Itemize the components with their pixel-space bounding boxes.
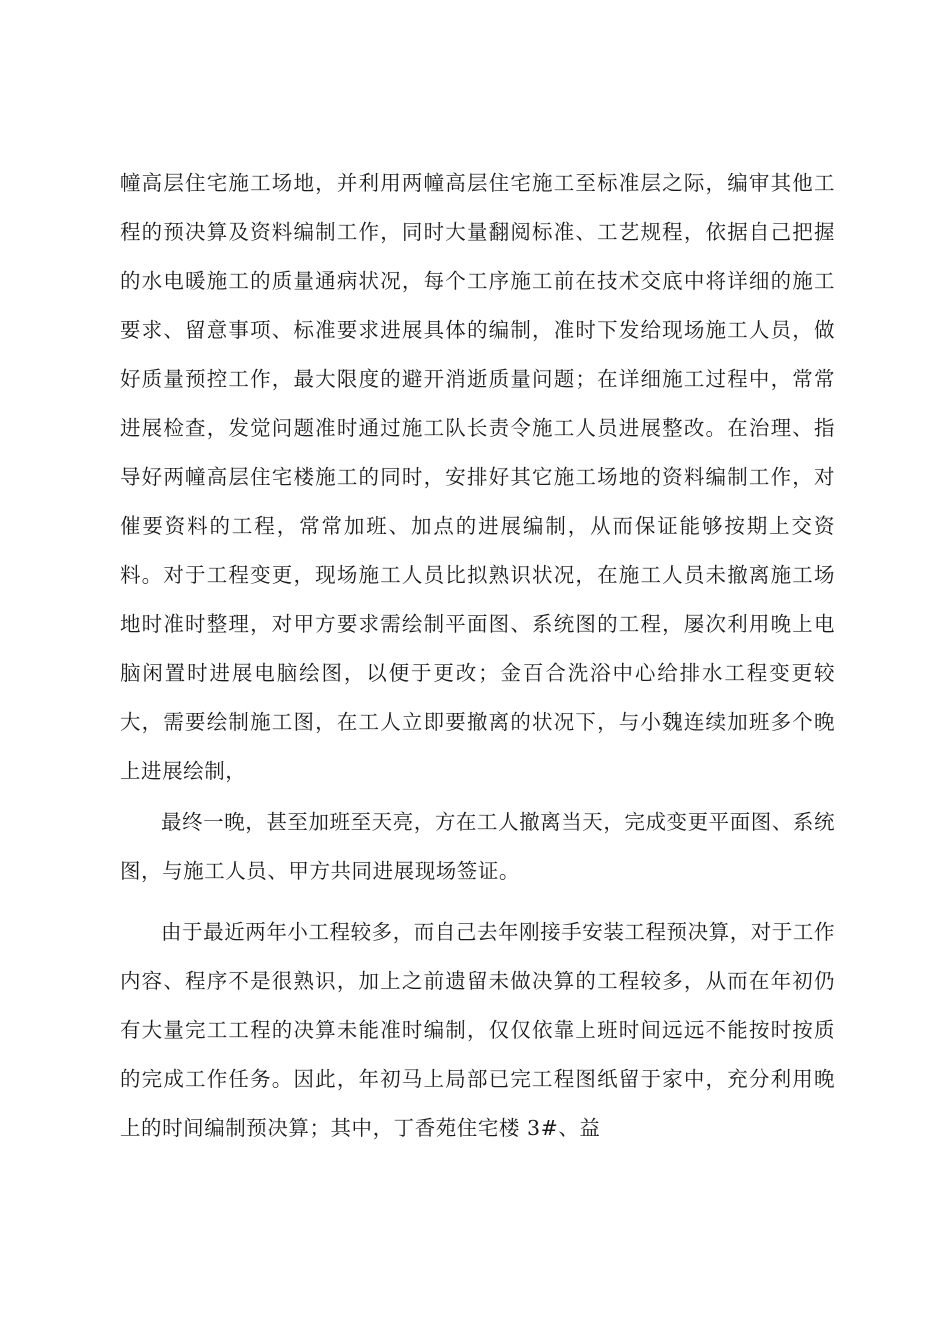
paragraph-continuation: 幢高层住宅施工场地，并利用两幢高层住宅施工至标准层之际，编审其他工程的预决算及资料编制工作，同时大量翻阅标准、工艺规程，依据自己把握的水电暖施工的质量通病状况，每个工序施工前在技术交底中将详细的施工要求、留意事项、标准要求进展具体的编制，准时下发给现场施工人员，做好质量预控工作，最大限度的避开消逝质量问题；在详细施工过程中，常常进展检查，发觉问题准时通过施工队长责令施工人员进展整改。在治理、指导好两幢高层住宅楼施工的同时，安排好其它施工场地的资料编制工作，对催要资料的工程，常常加班、加点的进展编制，从而保证能够按期上交资料。对于工程变更，现场施工人员比拟熟识状况，在施工人员未撤离施工场地时准时整理，对甲方要求需绘制平面图、系统图的工程，屡次利用晚上电脑闲置时进展电脑绘图，以便于更改；金百合洗浴中心给排水工程变更较大，需要绘制施工图，在工人立即要撤离的状况下，与小魏连续加班多个晚上进展绘制， xyxy=(120,171,835,783)
paragraph-small-projects: 由于最近两年小工程较多，而自己去年刚接手安装工程预决算，对于工作内容、程序不是很熟识，加上之前遗留未做决算的工程较多，从而在年初仍有大量完工工程的决算未能准时编制，仅仅依靠上班时间远远不能按时按质的完成工作任务。因此，年初马上局部已完工程图纸留于家中，充分利用晚上的时间编制预决算；其中，丁香苑住宅楼 3#、益 xyxy=(120,920,835,1140)
document-body xyxy=(120,159,835,1153)
paragraph-final-night: 最终一晚，甚至加班至天亮，方在工人撤离当天，完成变更平面图、系统图，与施工人员、甲方共同进展现场签证。 xyxy=(120,810,835,883)
